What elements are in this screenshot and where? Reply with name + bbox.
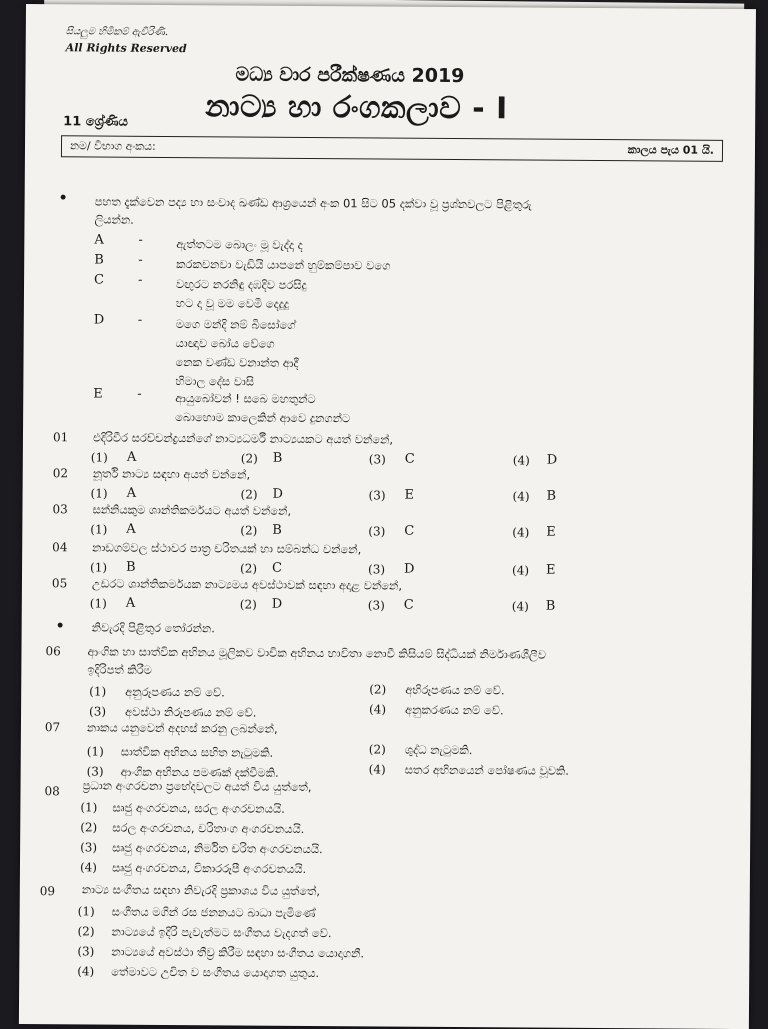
option-number: (2) <box>77 924 95 939</box>
option-value: C <box>404 523 415 539</box>
name-index-box <box>61 135 723 162</box>
passage-dash: - <box>138 232 143 248</box>
option-number: (2) <box>240 523 258 538</box>
option-number: (2) <box>239 597 257 612</box>
option-number: (4) <box>512 489 530 504</box>
question-text: නූර්ති නාට්‍ය සඳහා අයත් වන්නේ, <box>92 466 251 482</box>
option-number: (3) <box>367 598 385 613</box>
option-number: (4) <box>512 525 530 540</box>
passage-dash: - <box>137 312 143 328</box>
question-number: 02 <box>52 466 69 481</box>
option-text: සෘජු අංගරචනය, විකාරරූපී අංගරචනයයි. <box>111 860 307 876</box>
subject-title: නාට්‍ය හා රංගකලාව - I <box>205 89 508 127</box>
option-number: (3) <box>89 704 107 719</box>
question-number: 09 <box>39 884 56 899</box>
passage-line: වඟුරට නරනිඳු දඹදිව පරසිදු <box>175 277 307 292</box>
option-number: (2) <box>80 820 98 835</box>
option-number: (4) <box>77 964 95 979</box>
option-text: සාත්වික අභිනය සහිත නැටුමකි. <box>120 744 274 760</box>
option-number: (1) <box>90 486 108 501</box>
option-value: B <box>272 522 282 538</box>
option-text: නාට්‍යයේ ඉදිරි පැවැත්මට සංගීතය වැදගත් වේ. <box>111 924 332 941</box>
option-text: අවස්ථා නිරූපණය නම් වේ. <box>125 704 257 720</box>
option-number: (2) <box>240 451 258 466</box>
option-number: (1) <box>89 684 107 699</box>
option-number: (3) <box>368 524 386 539</box>
option-number: (1) <box>89 596 107 611</box>
option-number: (1) <box>86 744 104 759</box>
option-value: D <box>272 486 284 502</box>
bullet: • <box>58 190 68 207</box>
option-text: අභිරූපණය නම් වේ. <box>405 682 505 698</box>
option-text: සතර අභිනයෙන් පෝෂණය වූවකි. <box>404 762 570 778</box>
option-value: B <box>545 598 556 614</box>
option-text: ආංගික අභිනය පමණක් දක්වීමකි. <box>120 764 279 780</box>
option-value: D <box>546 452 558 468</box>
passage-line: ඇත්තටම බොලං මූ වැද්දා ද <box>176 237 303 252</box>
question-text: නාඩගම්වල ස්ථාවර පාත්‍ර චරිතයක් හා සම්බන්ධ වන්නේ, <box>92 540 362 557</box>
name-index-label: නම/ විභාග අංකය: <box>69 139 156 153</box>
copyright-sinhala: සියලුම හිමිකම් ඇවිරිණි. <box>65 26 169 38</box>
option-text: සෘජු අංගරචනය, නිර්මිත චරිත අංගරචනයයි. <box>112 840 323 857</box>
option-value: A <box>126 485 137 501</box>
option-number: (4) <box>368 762 386 777</box>
question-text: සන්නියකුම ශාන්තිකර්මයට අයත් වන්නේ, <box>92 502 292 518</box>
question-number: 01 <box>52 430 69 445</box>
option-number: (1) <box>90 450 108 465</box>
option-value: A <box>126 449 137 465</box>
option-value: E <box>546 562 556 578</box>
option-text: අනුකරණය නම් වේ. <box>405 702 504 718</box>
option-value: E <box>404 487 415 503</box>
option-number: (4) <box>512 453 530 468</box>
copyright-english: All Rights Reserved <box>65 41 187 56</box>
option-number: (3) <box>80 840 98 855</box>
exam-paper <box>19 4 756 1029</box>
question-text: එදිරිවීර සරච්චන්ද්‍රයන්ගේ නාට්‍යධර්මී නාට්‍යයකට අයත් වන්නේ, <box>92 430 394 447</box>
instruction-2: නිවැරදි පිළිතුර තෝරන්න. <box>91 620 215 636</box>
option-value: C <box>272 560 283 576</box>
option-value: C <box>404 451 415 467</box>
option-number: (4) <box>369 702 387 717</box>
question-text: ඉදිරිපත් කිරීම <box>87 662 152 677</box>
exam-title: මධ්‍ය වාර පරීක්ෂණය 2019 <box>235 63 465 88</box>
grade-label: 11 ශ්‍රේණිය <box>63 114 128 130</box>
passage-line: යාඥාව බෝය වේගෙ <box>175 336 275 351</box>
option-text: තේමාවට උචිත ව සංගීතය යොදාගත යුතුය. <box>111 964 320 981</box>
passage-line: මගෙ මන්දි නම් බිසෝගේ <box>175 317 296 332</box>
option-number: (4) <box>511 599 529 614</box>
option-value: B <box>546 488 557 504</box>
option-text: නාට්‍යයේ අවස්ථා තීව්‍ර කිරීම සඳහා සංගීතය යොදාගනී. <box>111 944 365 961</box>
passage-dash: - <box>137 386 142 402</box>
question-text: නාට්‍ය සංගීතය සඳහා නිවැරදි ප්‍රකාශය විය යුත්තේ, <box>81 882 321 899</box>
passage-dash: - <box>138 272 143 288</box>
option-number: (3) <box>77 944 95 959</box>
option-text: ශුද්ධ නැටුමකි. <box>404 742 473 758</box>
option-number: (3) <box>368 488 386 503</box>
instruction-line: පහත දැක්වෙන පද්‍ය හා සංවාද ඛණ්ඩ ආශ්‍රයෙන් අංක 01 සිට 05 දක්වා වූ ප්‍රශ්නවලට පිළිතුරු <box>94 194 532 212</box>
option-value: E <box>546 524 556 540</box>
option-number: (3) <box>368 562 386 577</box>
question-number: 06 <box>45 644 61 659</box>
option-number: (3) <box>368 452 386 467</box>
option-number: (2) <box>240 561 258 576</box>
option-number: (1) <box>90 560 108 575</box>
question-text: නාකය යනුවෙන් අදහස් කරනු ලබන්නේ, <box>86 720 278 736</box>
option-number: (4) <box>512 563 530 578</box>
option-value: A <box>126 521 136 537</box>
question-number: 07 <box>44 720 61 735</box>
passage-line: ආයුබෝවන් ! සබෙ මහතුන්ට <box>175 391 316 407</box>
copyright-notice <box>66 24 187 57</box>
passage-dash: - <box>138 252 143 268</box>
option-text: සරල අංගරචනය, චරිතාංග අංගරචනයයි. <box>112 820 305 836</box>
passage-letter: A <box>94 232 104 248</box>
option-number: (2) <box>368 742 386 757</box>
passage-line: හට දා වූ මම වෙමි දෙදුදු <box>175 296 289 311</box>
passage-line: නෙක වණ්ඩ වනාන්ත ආදී <box>175 355 299 370</box>
question-number: 08 <box>44 784 60 799</box>
option-text: සෘජු අංගරචනය, සරල අංගරචනයයි. <box>112 800 285 816</box>
question-text: ප්‍රධාන අංගරචනා ප්‍රභේදවලට අයත් විය යුත්තේ, <box>82 778 312 795</box>
question-text: ආංගික හා සාත්වික අභිනය මූලිකව වාචික අභිනය භාවිතා නොවී කිසියම් සිද්ධියක් නිර්මාණශීලීව <box>87 644 547 662</box>
option-value: D <box>404 561 415 577</box>
option-value: D <box>271 596 283 612</box>
option-number: (1) <box>77 904 95 919</box>
option-value: B <box>272 450 283 466</box>
question-number: 05 <box>51 576 68 591</box>
question-text: උඩරට ශාන්තිකර්මයක නාට්‍යමය අවස්ථාවක් සඳහා අදාළ වන්නේ, <box>91 576 403 593</box>
question-number: 03 <box>52 502 68 517</box>
passage-letter: D <box>93 312 105 328</box>
passage-line: හිමාල දේස වාසි <box>175 374 255 389</box>
bullet: • <box>55 618 65 635</box>
question-number: 04 <box>52 540 68 555</box>
option-number: (2) <box>240 487 258 502</box>
option-number: (2) <box>369 682 387 697</box>
instruction-line: ලියන්න. <box>94 212 134 227</box>
passage-line: බොහොම කාලෙකින් ආවෙ දුනගන්ට <box>175 410 351 426</box>
option-number: (3) <box>86 764 104 779</box>
option-value: A <box>125 595 136 611</box>
option-value: C <box>403 597 414 613</box>
option-number: (1) <box>80 800 98 815</box>
passage-line: කරකවනවා වැඩියි යාපනේ හුම්කම්පාව වගෙ <box>176 257 391 273</box>
passage-letter: E <box>93 386 103 402</box>
option-number: (4) <box>79 860 98 875</box>
option-text: අනුරූපණය නම් වේ. <box>125 684 225 700</box>
passage-letter: B <box>94 252 104 268</box>
option-number: (1) <box>90 522 108 537</box>
option-value: B <box>126 559 136 575</box>
passage-letter: C <box>94 272 105 288</box>
time-allowed: කාලය පැය 01 යි. <box>627 143 715 157</box>
option-text: සංගීතය මගින් රස ජනනයට බාධා පැමිණේ <box>111 904 316 921</box>
